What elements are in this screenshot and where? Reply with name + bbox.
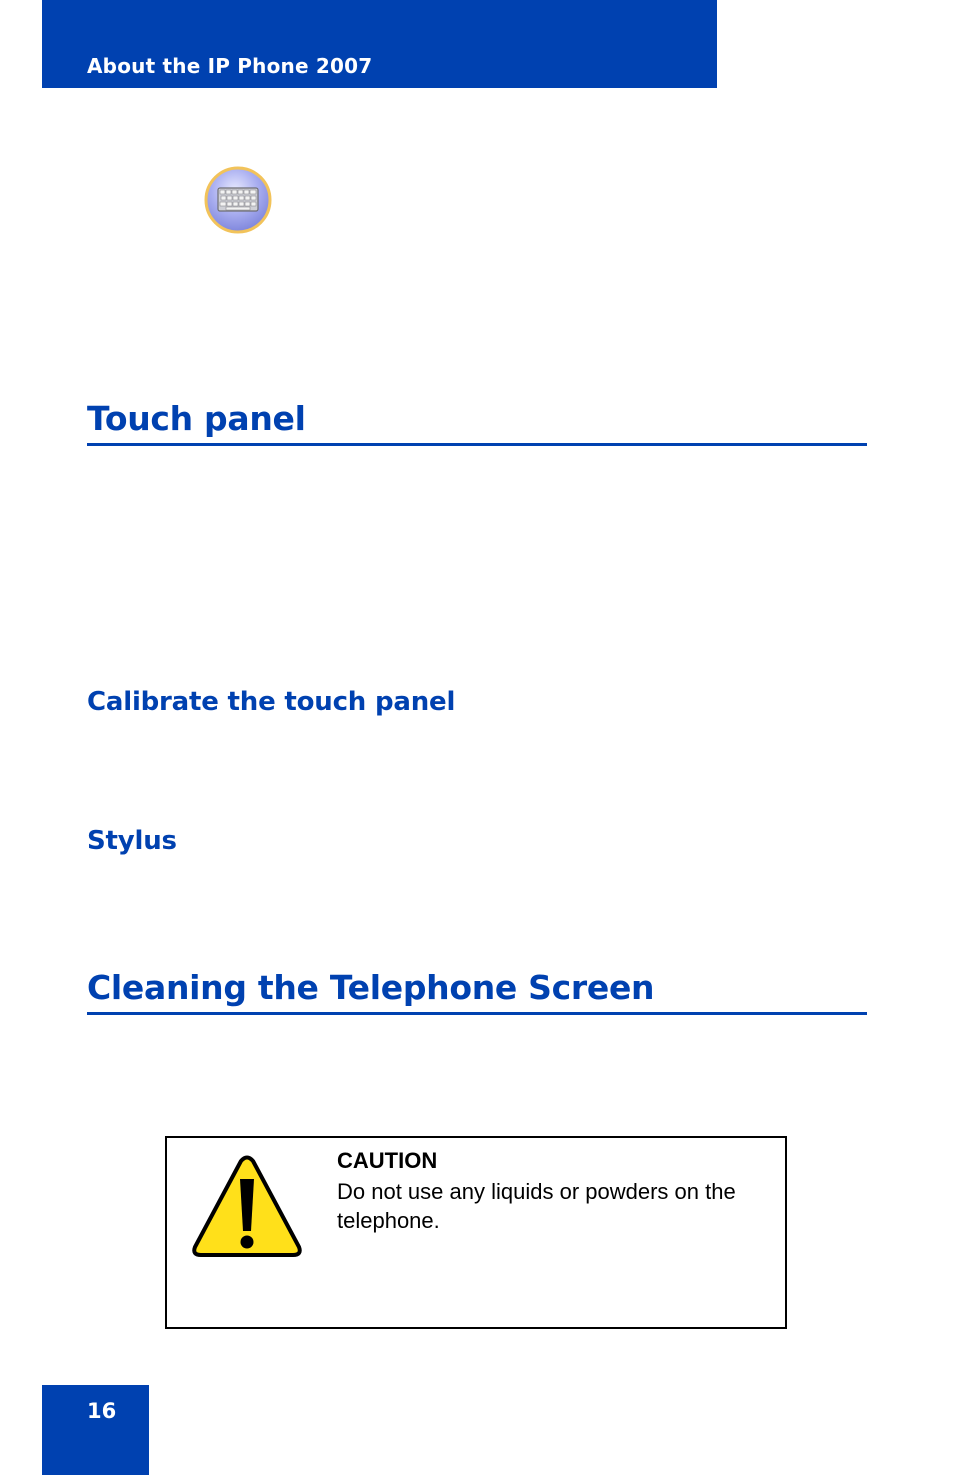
caution-box	[165, 1136, 787, 1329]
subsection-heading-stylus: Stylus	[87, 826, 177, 856]
caution-label: CAUTION	[337, 1148, 438, 1173]
header-bar	[42, 0, 717, 88]
section-divider	[87, 443, 867, 446]
section-heading-cleaning: Cleaning the Telephone Screen	[87, 968, 655, 1007]
page-number-box	[42, 1385, 149, 1475]
subsection-heading-calibrate: Calibrate the touch panel	[87, 687, 456, 717]
page-number: 16	[87, 1399, 117, 1423]
keyboard-icon	[204, 166, 272, 234]
section-heading-touch-panel: Touch panel	[87, 399, 306, 438]
section-divider	[87, 1012, 867, 1015]
caution-text: Do not use any liquids or powders on the telephone.	[337, 1179, 736, 1233]
warning-icon	[191, 1155, 303, 1261]
running-header-title: About the IP Phone 2007	[87, 54, 373, 78]
